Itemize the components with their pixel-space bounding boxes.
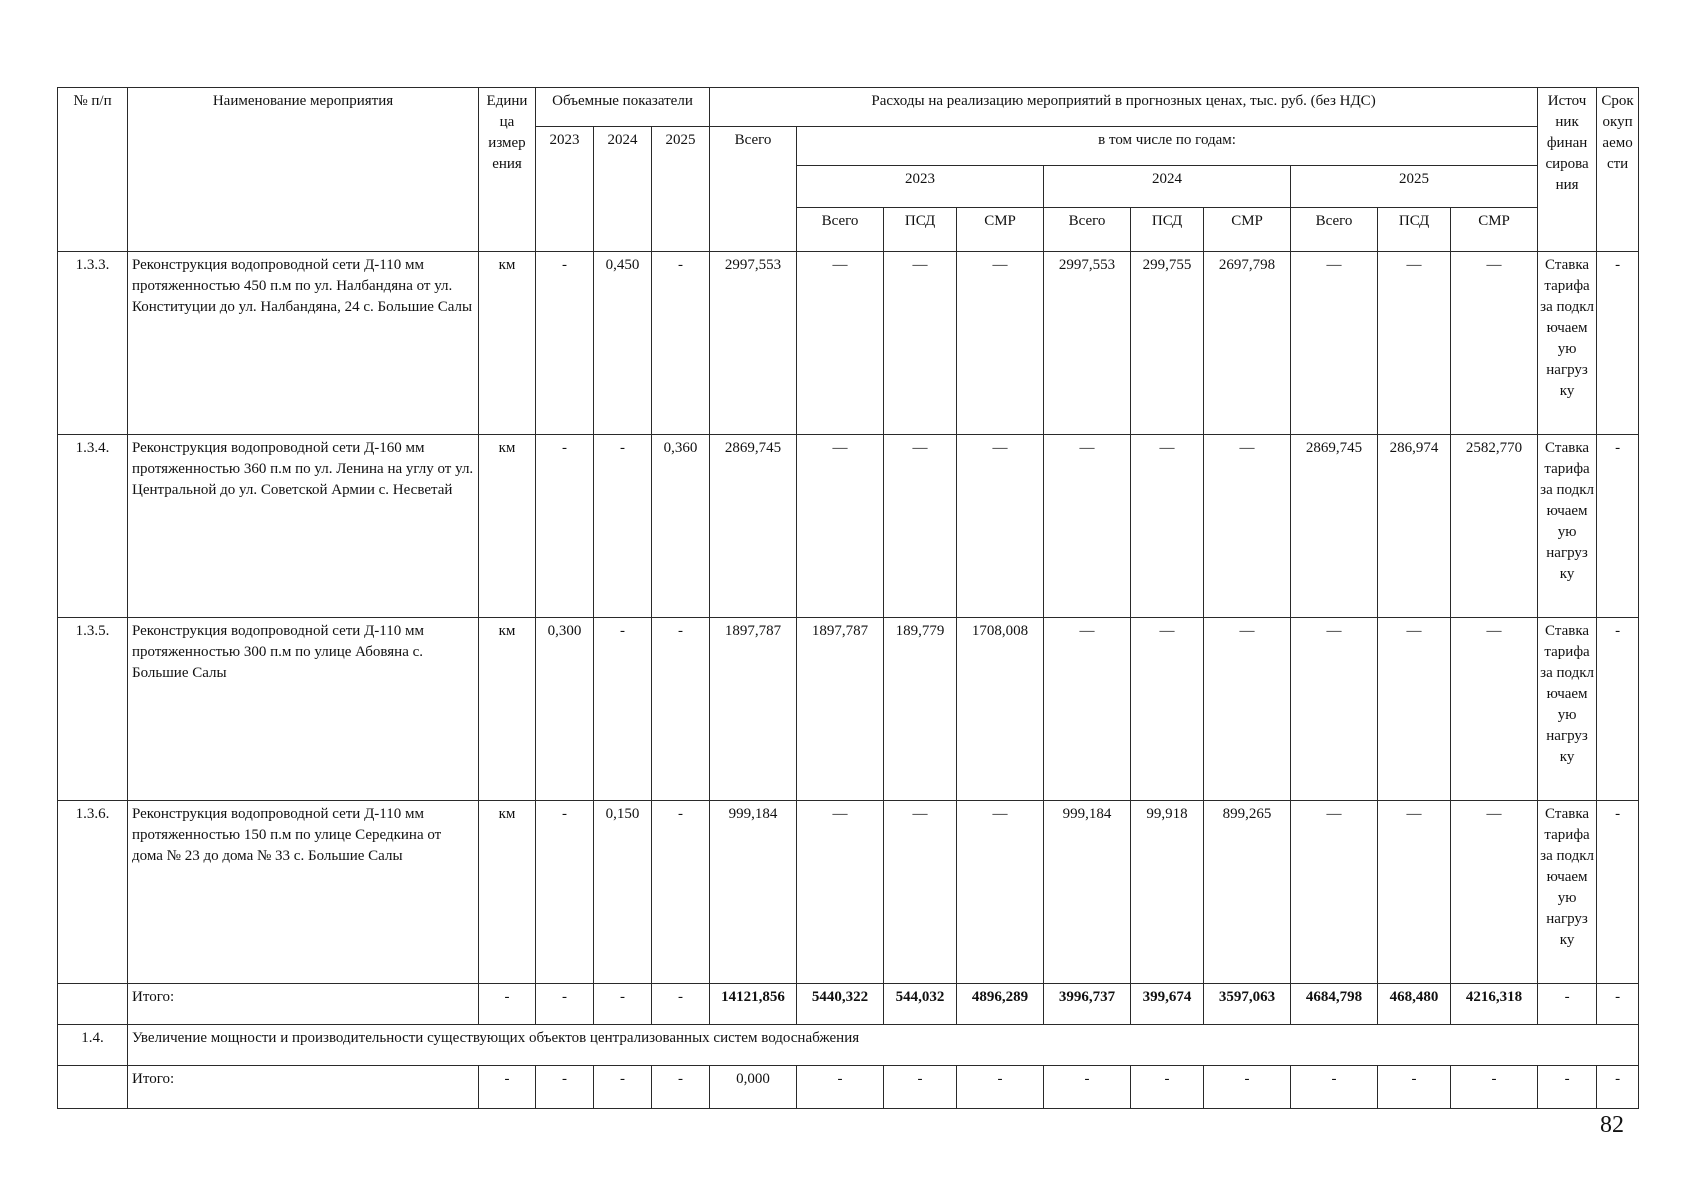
row-2025-vsego: — <box>1291 618 1378 801</box>
row-2025-smr: — <box>1451 252 1538 435</box>
total-2025-smr: 4216,318 <box>1451 984 1538 1025</box>
row-payback: - <box>1597 801 1639 984</box>
row-num: 1.3.5. <box>58 618 128 801</box>
header-year-2024: 2024 <box>1044 166 1291 208</box>
row-vol-2025: - <box>652 252 710 435</box>
row-2023-vsego: — <box>797 252 884 435</box>
row-total: 999,184 <box>710 801 797 984</box>
total-unit: - <box>479 1066 536 1109</box>
row-2025-vsego: 2869,745 <box>1291 435 1378 618</box>
row-total: 2869,745 <box>710 435 797 618</box>
header-source: Источ ник финан сирова ния <box>1538 88 1597 252</box>
row-2024-psd: — <box>1131 618 1204 801</box>
total-payback: - <box>1597 1066 1639 1109</box>
row-2024-smr: — <box>1204 435 1291 618</box>
row-2023-smr: — <box>957 252 1044 435</box>
header-2024-vsego: Всего <box>1044 208 1131 252</box>
row-2025-psd: 286,974 <box>1378 435 1451 618</box>
total-2025-vsego: - <box>1291 1066 1378 1109</box>
total-num <box>58 1066 128 1109</box>
row-source: Ставка тарифа за подкл ючаем ую нагруз ку <box>1538 801 1597 984</box>
total-sum: 14121,856 <box>710 984 797 1025</box>
total-vol-2023: - <box>536 984 594 1025</box>
total-2023-psd: - <box>884 1066 957 1109</box>
total-vol-2025: - <box>652 1066 710 1109</box>
total-2023-psd: 544,032 <box>884 984 957 1025</box>
row-unit: км <box>479 618 536 801</box>
total-2025-psd: 468,480 <box>1378 984 1451 1025</box>
row-2023-smr: — <box>957 801 1044 984</box>
header-volume: Объемные показатели <box>536 88 710 127</box>
total-2024-smr: - <box>1204 1066 1291 1109</box>
total-row <box>58 1066 1639 1109</box>
row-payback: - <box>1597 252 1639 435</box>
row-2025-psd: — <box>1378 618 1451 801</box>
header-by-years: в том числе по годам: <box>797 127 1538 166</box>
row-unit: км <box>479 435 536 618</box>
total-label: Итого: <box>128 984 479 1025</box>
table-row <box>58 252 1639 435</box>
row-vol-2023: 0,300 <box>536 618 594 801</box>
row-vol-2025: - <box>652 618 710 801</box>
row-2024-vsego: — <box>1044 435 1131 618</box>
row-2023-psd: 189,779 <box>884 618 957 801</box>
total-vol-2023: - <box>536 1066 594 1109</box>
row-vol-2023: - <box>536 252 594 435</box>
header-row-1 <box>58 88 1639 127</box>
header-2025-smr: СМР <box>1451 208 1538 252</box>
row-source: Ставка тарифа за подкл ючаем ую нагруз ку <box>1538 618 1597 801</box>
header-2024-psd: ПСД <box>1131 208 1204 252</box>
row-2024-smr: 2697,798 <box>1204 252 1291 435</box>
header-unit: Едини ца измер ения <box>479 88 536 252</box>
row-unit: км <box>479 801 536 984</box>
total-2024-vsego: 3996,737 <box>1044 984 1131 1025</box>
row-2025-smr: — <box>1451 618 1538 801</box>
total-2024-psd: - <box>1131 1066 1204 1109</box>
header-vol-2024: 2024 <box>594 127 652 252</box>
table-row <box>58 618 1639 801</box>
header-2023-vsego: Всего <box>797 208 884 252</box>
row-2024-smr: 899,265 <box>1204 801 1291 984</box>
row-num: 1.3.3. <box>58 252 128 435</box>
row-name: Реконструкция водопроводной сети Д-160 мм протяженностью 360 п.м по ул. Ленина на углу от ул. Центральной до ул. Советской Армии с. Несветай <box>128 435 479 618</box>
row-vol-2025: 0,360 <box>652 435 710 618</box>
investment-table <box>57 87 1639 1109</box>
header-costs: Расходы на реализацию мероприятий в прогнозных ценах, тыс. руб. (без НДС) <box>710 88 1538 127</box>
header-2023-psd: ПСД <box>884 208 957 252</box>
row-vol-2023: - <box>536 435 594 618</box>
header-num: № п/п <box>58 88 128 252</box>
row-num: 1.3.6. <box>58 801 128 984</box>
total-2024-psd: 399,674 <box>1131 984 1204 1025</box>
header-vol-2023: 2023 <box>536 127 594 252</box>
header-payback: Срок окуп аемо сти <box>1597 88 1639 252</box>
document-page <box>57 87 1639 1109</box>
row-2024-psd: 299,755 <box>1131 252 1204 435</box>
row-vol-2025: - <box>652 801 710 984</box>
row-2024-smr: — <box>1204 618 1291 801</box>
section-title: Увеличение мощности и производительности существующих объектов централизованных систем водоснабжения <box>128 1025 1639 1066</box>
row-2023-psd: — <box>884 252 957 435</box>
row-name: Реконструкция водопроводной сети Д-110 мм протяженностью 300 п.м по улице Абовяна с. Большие Салы <box>128 618 479 801</box>
total-2024-vsego: - <box>1044 1066 1131 1109</box>
total-num <box>58 984 128 1025</box>
total-label: Итого: <box>128 1066 479 1109</box>
row-vol-2023: - <box>536 801 594 984</box>
page-number: 82 <box>1600 1112 1624 1138</box>
total-unit: - <box>479 984 536 1025</box>
total-source: - <box>1538 1066 1597 1109</box>
row-2024-psd: — <box>1131 435 1204 618</box>
row-unit: км <box>479 252 536 435</box>
row-2025-psd: — <box>1378 252 1451 435</box>
row-num: 1.3.4. <box>58 435 128 618</box>
row-vol-2024: 0,450 <box>594 252 652 435</box>
row-2024-psd: 99,918 <box>1131 801 1204 984</box>
header-2024-smr: СМР <box>1204 208 1291 252</box>
total-2025-smr: - <box>1451 1066 1538 1109</box>
row-name: Реконструкция водопроводной сети Д-110 мм протяженностью 150 п.м по улице Середкина от дома № 23 до дома № 33 с. Большие Салы <box>128 801 479 984</box>
row-vol-2024: - <box>594 435 652 618</box>
section-row <box>58 1025 1639 1066</box>
header-vol-2025: 2025 <box>652 127 710 252</box>
row-name: Реконструкция водопроводной сети Д-110 мм протяженностью 450 п.м по ул. Налбандяна от ул. Конституции до ул. Налбандяна, 24 с. Большие Салы <box>128 252 479 435</box>
total-2025-psd: - <box>1378 1066 1451 1109</box>
row-2023-smr: — <box>957 435 1044 618</box>
header-2025-psd: ПСД <box>1378 208 1451 252</box>
header-2025-vsego: Всего <box>1291 208 1378 252</box>
total-payback: - <box>1597 984 1639 1025</box>
row-2024-vsego: — <box>1044 618 1131 801</box>
row-2025-vsego: — <box>1291 252 1378 435</box>
total-vol-2024: - <box>594 984 652 1025</box>
total-2025-vsego: 4684,798 <box>1291 984 1378 1025</box>
total-vol-2025: - <box>652 984 710 1025</box>
header-name: Наименование мероприятия <box>128 88 479 252</box>
row-2025-vsego: — <box>1291 801 1378 984</box>
table-row <box>58 801 1639 984</box>
row-source: Ставка тарифа за подкл ючаем ую нагруз ку <box>1538 435 1597 618</box>
header-year-2023: 2023 <box>797 166 1044 208</box>
table-row <box>58 435 1639 618</box>
total-sum: 0,000 <box>710 1066 797 1109</box>
header-2023-smr: СМР <box>957 208 1044 252</box>
row-total: 1897,787 <box>710 618 797 801</box>
row-payback: - <box>1597 435 1639 618</box>
total-2023-smr: - <box>957 1066 1044 1109</box>
row-2023-vsego: 1897,787 <box>797 618 884 801</box>
total-2023-vsego: 5440,322 <box>797 984 884 1025</box>
total-vol-2024: - <box>594 1066 652 1109</box>
row-source: Ставка тарифа за подкл ючаем ую нагруз ку <box>1538 252 1597 435</box>
total-source: - <box>1538 984 1597 1025</box>
row-2023-smr: 1708,008 <box>957 618 1044 801</box>
header-total: Всего <box>710 127 797 252</box>
section-num: 1.4. <box>58 1025 128 1066</box>
row-2023-vsego: — <box>797 435 884 618</box>
total-2023-vsego: - <box>797 1066 884 1109</box>
row-2024-vsego: 2997,553 <box>1044 252 1131 435</box>
row-2024-vsego: 999,184 <box>1044 801 1131 984</box>
total-2023-smr: 4896,289 <box>957 984 1044 1025</box>
row-2023-psd: — <box>884 801 957 984</box>
row-2025-smr: — <box>1451 801 1538 984</box>
row-vol-2024: 0,150 <box>594 801 652 984</box>
total-row <box>58 984 1639 1025</box>
row-2023-psd: — <box>884 435 957 618</box>
row-2023-vsego: — <box>797 801 884 984</box>
total-2024-smr: 3597,063 <box>1204 984 1291 1025</box>
row-payback: - <box>1597 618 1639 801</box>
row-2025-psd: — <box>1378 801 1451 984</box>
row-vol-2024: - <box>594 618 652 801</box>
header-year-2025: 2025 <box>1291 166 1538 208</box>
row-total: 2997,553 <box>710 252 797 435</box>
row-2025-smr: 2582,770 <box>1451 435 1538 618</box>
